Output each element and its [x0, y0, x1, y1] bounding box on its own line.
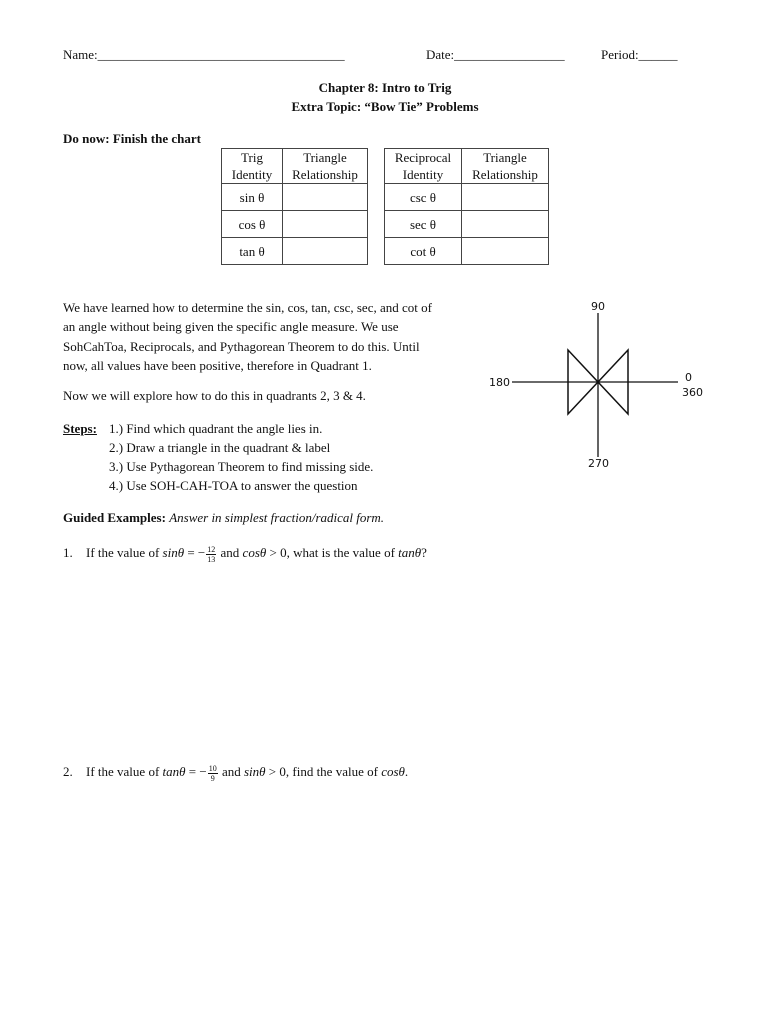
fraction [206, 545, 216, 564]
math-var: sinθ [243, 764, 266, 779]
problem-number: 2. [63, 764, 73, 779]
col-header: Identity [402, 167, 444, 182]
intro-line: now, all values have been positive, therefore in Quadrant 1. [63, 357, 372, 373]
problem-2 [63, 759, 408, 785]
label-270: 270 [588, 457, 609, 470]
identity-cell: cos θ [222, 211, 283, 238]
reciprocal-identity-chart [384, 148, 549, 265]
identity-cell: tan θ [222, 238, 283, 265]
problem-text: ? [421, 545, 427, 560]
math-var: tanθ [162, 764, 186, 779]
answer-cell[interactable] [462, 238, 549, 265]
col-header: Triangle [303, 150, 347, 165]
identity-cell: sec θ [385, 211, 462, 238]
intro-line: SohCahToa, Reciprocals, and Pythagorean Theorem to do this. Until [63, 338, 420, 354]
math-var: cosθ [242, 545, 267, 560]
guided-note: Answer in simplest fraction/radical form. [169, 510, 385, 525]
step-item: 4.) Use SOH-CAH-TOA to answer the question [109, 478, 358, 493]
step-item: 3.) Use Pythagorean Theorem to find missing side. [109, 459, 374, 474]
trig-identity-chart [221, 148, 368, 265]
label-0: 0 [685, 371, 692, 384]
label-90: 90 [591, 300, 605, 313]
math-var: sinθ [162, 545, 185, 560]
math-var: cosθ [381, 764, 405, 779]
intro-paragraph [63, 298, 493, 375]
title-line-1: Chapter 8: Intro to Trig [318, 80, 452, 95]
identity-cell: csc θ [385, 184, 462, 211]
fraction-denominator: 13 [207, 554, 216, 564]
header-cell [283, 149, 368, 184]
date-field: Date:_________________ [426, 47, 565, 62]
col-header: Reciprocal [394, 150, 452, 165]
title-line-2: Extra Topic: “Bow Tie” Problems [291, 99, 479, 114]
problem-text: and [218, 764, 244, 779]
answer-cell[interactable] [462, 184, 549, 211]
header-cell [222, 149, 283, 184]
answer-cell[interactable] [462, 211, 549, 238]
col-header: Trig [241, 150, 263, 165]
label-360: 360 [682, 386, 703, 399]
col-header: Identity [231, 167, 273, 182]
steps-label: Steps: [63, 421, 97, 436]
intro-line: We have learned how to determine the sin, cos, tan, csc, sec, and cot of [63, 300, 432, 315]
answer-cell[interactable] [283, 184, 368, 211]
fraction-numerator: 12 [207, 544, 216, 554]
fraction-numerator: 10 [208, 763, 217, 773]
identity-cell: sin θ [222, 184, 283, 211]
step-item: 1.) Find which quadrant the angle lies in. [109, 421, 323, 436]
problem-text: . [404, 764, 409, 779]
problem-text: If the value of [86, 764, 163, 779]
fraction-denominator: 9 [210, 773, 215, 783]
problem-text: and [217, 545, 243, 560]
problem-text: If the value of [86, 545, 163, 560]
identity-cell: cot θ [385, 238, 462, 265]
math-op: = − [185, 764, 207, 779]
label-180: 180 [489, 376, 510, 389]
math-op: = − [184, 545, 206, 560]
header-cell [462, 149, 549, 184]
answer-cell[interactable] [283, 211, 368, 238]
col-header: Relationship [292, 167, 358, 182]
header-cell [385, 149, 462, 184]
intro-now: Now we will explore how to do this in quadrants 2, 3 & 4. [63, 388, 366, 403]
fraction [208, 764, 218, 783]
guided-examples-heading [63, 510, 384, 526]
name-field: Name:______________________________________ [63, 47, 345, 62]
problem-number: 1. [63, 545, 73, 560]
col-header: Relationship [472, 167, 538, 182]
intro-line: an angle without being given the specific angle measure. We use [63, 319, 399, 335]
period-field: Period:______ [601, 47, 678, 62]
bow-tie-diagram [480, 295, 720, 475]
problem-text: > 0, what is the value of [266, 545, 399, 560]
guided-label: Guided Examples: [63, 510, 166, 525]
step-item: 2.) Draw a triangle in the quadrant & label [109, 440, 331, 455]
problem-text: > 0, find the value of [265, 764, 382, 779]
col-header: Triangle [483, 150, 527, 165]
do-now-heading: Do now: Finish the chart [63, 131, 201, 146]
math-var: tanθ [398, 545, 422, 560]
answer-cell[interactable] [283, 238, 368, 265]
problem-1 [63, 540, 427, 566]
